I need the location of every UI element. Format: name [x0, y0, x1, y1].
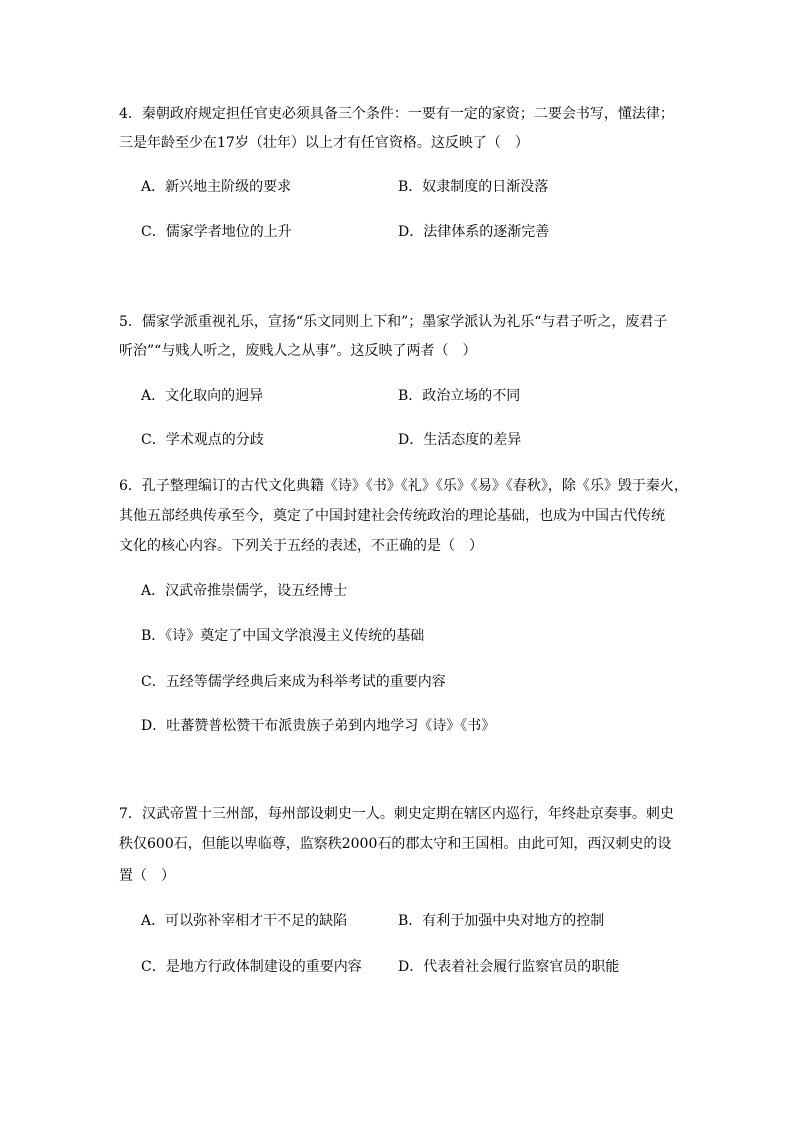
question-6-stem-line-2: 其他五部经典传承至今，奠定了中国封建社会传统政治的理论基础，也成为中国古代传统	[119, 508, 665, 524]
question-5-stem-line-1: 5．儒家学派重视礼乐，宣扬“乐文同则上下和”；墨家学派认为礼乐“与君子听之，废君子	[119, 314, 668, 330]
question-6-option-d: D．吐蕃赞普松赞干布派贵族子弟到内地学习《诗》《书》	[141, 718, 496, 734]
question-4-stem-line-2: 三是年龄至少在17岁（壮年）以上才有任官资格。这反映了（ ）	[119, 135, 529, 151]
question-4-option-c: C．儒家学者地位的上升	[141, 224, 292, 240]
question-5-option-c: C．学术观点的分歧	[141, 432, 264, 448]
question-4-stem-line-1: 4．秦朝政府规定担任官吏必须具备三个条件：一要有一定的家资；二要会书写，懂法律；	[119, 106, 674, 122]
question-5-option-b: B．政治立场的不同	[398, 388, 521, 404]
question-6-option-c: C．五经等儒学经典后来成为科举考试的重要内容	[141, 674, 446, 690]
question-6-option-a: A．汉武帝推崇儒学，设五经博士	[141, 583, 348, 599]
question-7-option-c: C．是地方行政体制建设的重要内容	[141, 959, 362, 975]
question-7-stem-line-1: 7．汉武帝置十三州部，每州部设刺史一人。刺史定期在辖区内巡行，年终赴京奏事。刺史	[119, 806, 674, 822]
question-7-stem-line-3: 置（ ）	[119, 868, 175, 884]
question-6-option-b: B．《诗》奠定了中国文学浪漫主义传统的基础	[141, 628, 425, 644]
question-4-option-a: A．新兴地主阶级的要求	[141, 179, 292, 195]
question-4-option-b: B．奴隶制度的日渐没落	[398, 179, 549, 195]
question-5-option-d: D．生活态度的差异	[398, 432, 522, 448]
question-6-stem-line-3: 文化的核心内容。下列关于五经的表述，不正确的是（ ）	[119, 538, 483, 554]
question-5-stem-line-2: 听治”“与贱人听之，废贱人之从事”。这反映了两者（ ）	[119, 343, 477, 359]
question-5-option-a: A．文化取向的迥异	[141, 388, 264, 404]
question-7-stem-line-2: 秩仅600石，但能以卑临尊，监察秩2000石的郡太守和王国相。由此可知，西汉刺史的设	[119, 836, 672, 852]
question-7-option-a: A．可以弥补宰相才干不足的缺陷	[141, 913, 348, 929]
question-4-option-d: D．法律体系的逐渐完善	[398, 224, 550, 240]
question-7-option-b: B．有利于加强中央对地方的控制	[398, 913, 605, 929]
question-6-stem-line-1: 6．孔子整理编订的古代文化典籍《诗》《书》《礼》《乐》《易》《春秋》，除《乐》毁于秦火，	[119, 478, 688, 494]
question-7-option-d: D．代表着社会履行监察官员的职能	[398, 959, 620, 975]
